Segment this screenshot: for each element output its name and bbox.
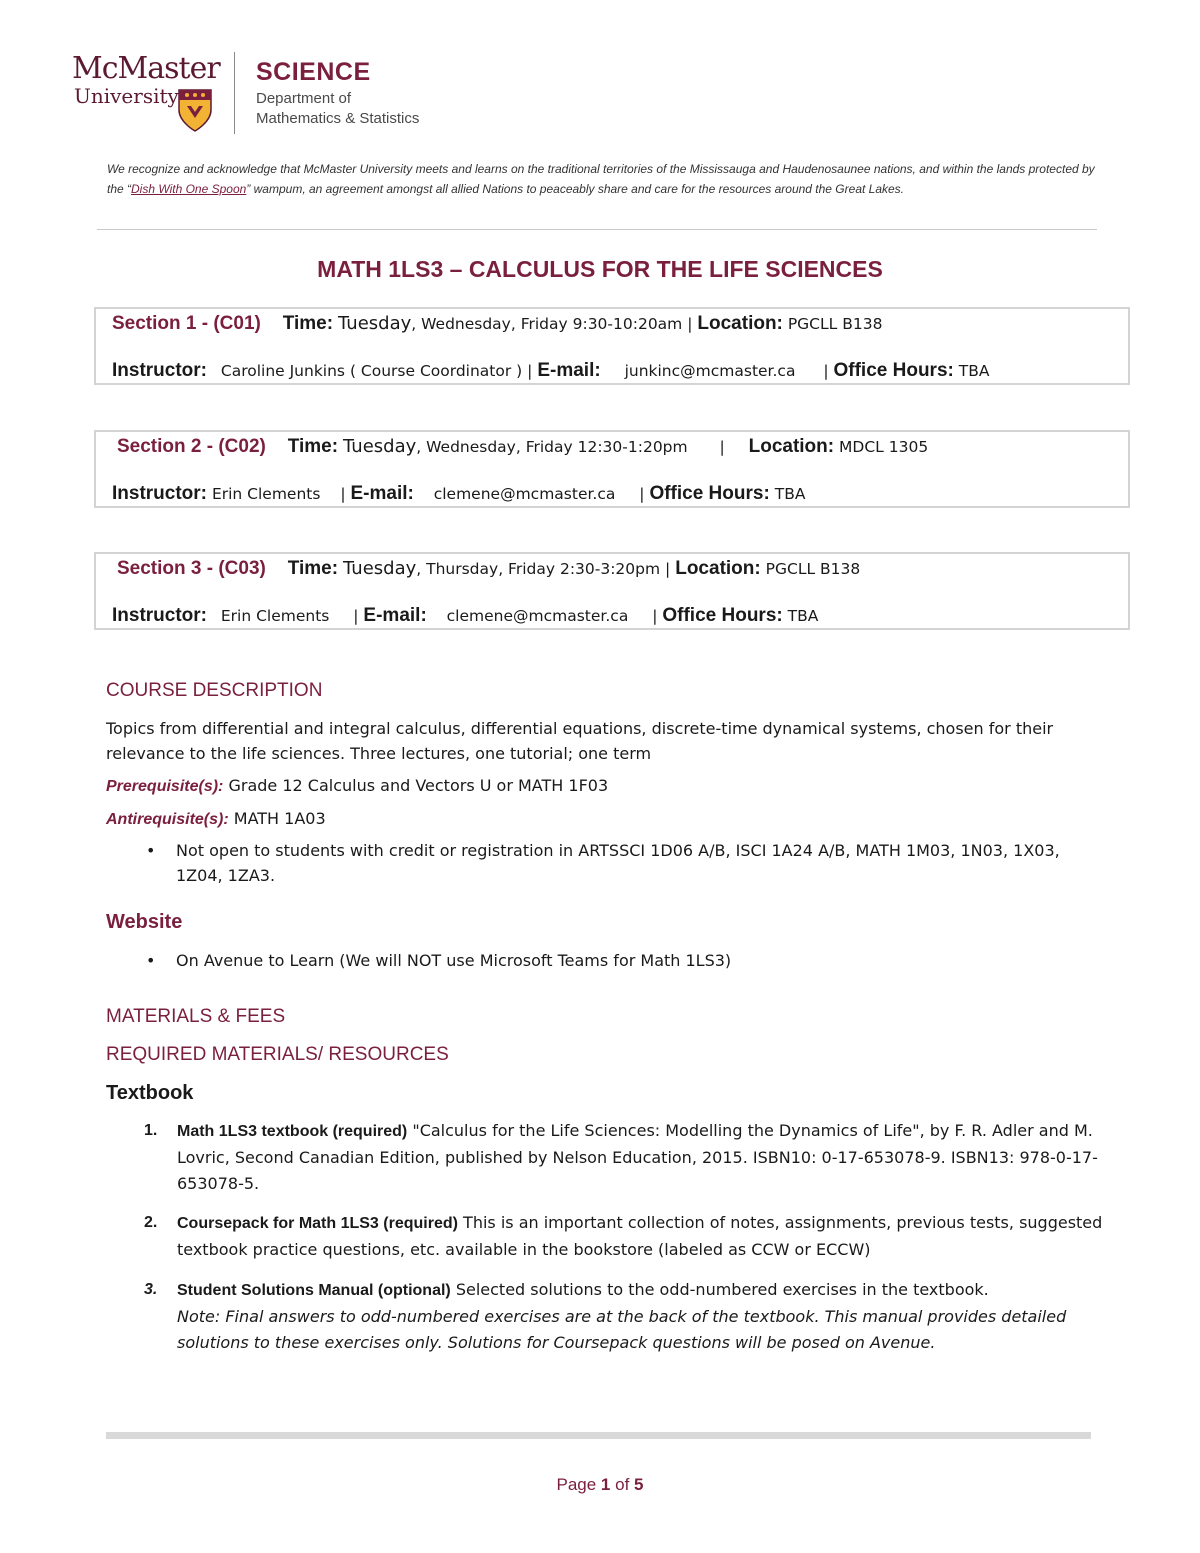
logo-divider <box>234 52 235 134</box>
section-location: PGCLL B138 <box>765 560 861 578</box>
section-instructor: Caroline Junkins ( Course Coordinator ) <box>220 362 523 380</box>
office-hours-label: Office Hours: <box>649 483 770 504</box>
office-hours-label: Office Hours: <box>833 360 954 381</box>
section-box-c02: Section 2 - (C02) Time: Tuesday, Wednesday, Friday 12:30-1:20pm | Location: MDCL 1305 Instructor: Erin Clements | E-mail: clemene@mcmaster.ca | Office Hours: TBA <box>94 430 1130 508</box>
item-text: Selected solutions to the odd-numbered exercises in the textbook. <box>450 1280 989 1299</box>
section-instructor: Erin Clements <box>211 485 321 503</box>
crest-icon <box>178 88 212 132</box>
dish-with-one-spoon-link[interactable]: Dish With One Spoon <box>131 181 247 196</box>
location-label: Location: <box>675 558 761 579</box>
mcmaster-logo <box>72 52 452 142</box>
section-day-first: Tuesday <box>338 313 412 334</box>
section-location: MDCL 1305 <box>839 438 929 456</box>
section-name: Section 2 - (C02) <box>117 436 266 457</box>
time-label: Time: <box>287 436 339 457</box>
divider <box>97 229 1097 230</box>
section-instructor: Erin Clements <box>220 607 330 625</box>
section-days: , Wednesday, Friday 9:30-10:20am <box>411 315 683 333</box>
section-office-hours: TBA <box>958 362 990 380</box>
footer-divider <box>106 1432 1091 1439</box>
section-email[interactable]: junkinc@mcmaster.ca <box>624 362 796 380</box>
section-location: PGCLL B138 <box>787 315 883 333</box>
location-label: Location: <box>697 313 783 334</box>
logo-university-text: University <box>74 84 179 108</box>
land-acknowledgement: We recognize and acknowledge that McMaster University meets and learns on the traditional territories of the Mississauga and Haudenosaunee nations, and within the lands protected by the “Dish With One Spoon” wampum, an agreement amongst all allied Nations to peaceably share and care for the resources around the Great Lakes. <box>107 162 1095 196</box>
section-office-hours: TBA <box>787 607 819 625</box>
website-heading: Website <box>106 911 183 933</box>
prerequisite-value: Grade 12 Calculus and Vectors U or MATH 1F03 <box>223 776 609 795</box>
section-email[interactable]: clemene@mcmaster.ca <box>433 485 616 503</box>
antirequisite-value: MATH 1A03 <box>228 809 326 828</box>
faculty-name: SCIENCE <box>256 58 371 86</box>
location-label: Location: <box>748 436 835 457</box>
section-day-first: Tuesday <box>343 436 417 457</box>
item-note: Note: Final answers to odd-numbered exercises are at the back of the textbook. This manual provides detailed solutions to these exercises only. Solutions for Coursepack questions will be posed on Avenue. <box>177 1307 1067 1352</box>
section-office-hours: TBA <box>774 485 806 503</box>
item-title: Coursepack for Math 1LS3 (required) <box>177 1215 458 1232</box>
page-number: Page 1 of 5 <box>556 1475 644 1494</box>
section-box-c01: Section 1 - (C01) Time: Tuesday, Wednesday, Friday 9:30-10:20am | Location: PGCLL B138 Instructor: Caroline Junkins ( Course Coordinator ) | E-mail: junkinc@mcmaster.ca | Office Hours: TBA <box>94 307 1130 385</box>
course-description-text: Topics from differential and integral calculus, differential equations, discrete-time dynamical systems, chosen for their relevance to the life sciences. Three lectures, one tutorial; one term <box>106 719 1054 763</box>
department-name: Department of Mathematics & Statistics <box>256 90 420 127</box>
email-label: E-mail: <box>363 605 427 626</box>
course-title: MATH 1LS3 – CALCULUS FOR THE LIFE SCIENCES <box>317 256 883 282</box>
time-label: Time: <box>287 558 339 579</box>
section-name: Section 3 - (C03) <box>117 558 266 579</box>
course-description-heading: COURSE DESCRIPTION <box>106 680 323 701</box>
section-email[interactable]: clemene@mcmaster.ca <box>446 607 629 625</box>
bullet-icon: • <box>146 951 156 970</box>
prerequisite-label: Prerequisite(s): <box>106 778 224 795</box>
instructor-label: Instructor: <box>112 360 207 381</box>
section-days: , Wednesday, Friday 12:30-1:20pm <box>416 438 688 456</box>
item-number: 1. <box>144 1122 158 1139</box>
item-title: Student Solutions Manual (optional) <box>177 1282 451 1299</box>
textbook-heading: Textbook <box>106 1082 194 1104</box>
time-label: Time: <box>282 313 334 334</box>
office-hours-label: Office Hours: <box>662 605 783 626</box>
item-number: 2. <box>144 1214 158 1231</box>
antirequisite-label: Antirequisite(s): <box>106 811 229 828</box>
antirequisites <box>106 806 1096 832</box>
required-materials-heading: REQUIRED MATERIALS/ RESOURCES <box>106 1044 449 1065</box>
item-number: 3. <box>144 1281 158 1298</box>
section-box-c03: Section 3 - (C03) Time: Tuesday, Thursday, Friday 2:30-3:20pm | Location: PGCLL B138 Instructor: Erin Clements | E-mail: clemene@mcmaster.ca | Office Hours: TBA <box>94 552 1130 630</box>
item-title: Math 1LS3 textbook (required) <box>177 1123 408 1140</box>
item-text: "Calculus for the Life Sciences: Modelling the Dynamics of Life", by F. R. Adler and M. Lovric, Second Canadian Edition, published by Nelson Education, 2015. ISBN10: 0-17-653078-9. ISBN13: 978-0-17-653078-5. <box>177 1121 1098 1193</box>
section-days: , Thursday, Friday 2:30-3:20pm <box>416 560 661 578</box>
logo-mcmaster-text: McMaster <box>72 51 220 86</box>
section-day-first: Tuesday <box>343 558 417 579</box>
instructor-label: Instructor: <box>112 605 207 626</box>
prerequisites <box>106 773 1096 799</box>
section-name: Section 1 - (C01) <box>112 313 261 334</box>
materials-heading: MATERIALS & FEES <box>106 1006 286 1027</box>
item-text: This is an important collection of notes, assignments, previous tests, suggested textbook practice questions, etc. available in the bookstore (labeled as CCW or ECCW) <box>177 1213 1103 1259</box>
email-label: E-mail: <box>350 483 414 504</box>
bullet-icon: • <box>146 841 156 860</box>
email-label: E-mail: <box>537 360 601 381</box>
instructor-label: Instructor: <box>112 483 207 504</box>
